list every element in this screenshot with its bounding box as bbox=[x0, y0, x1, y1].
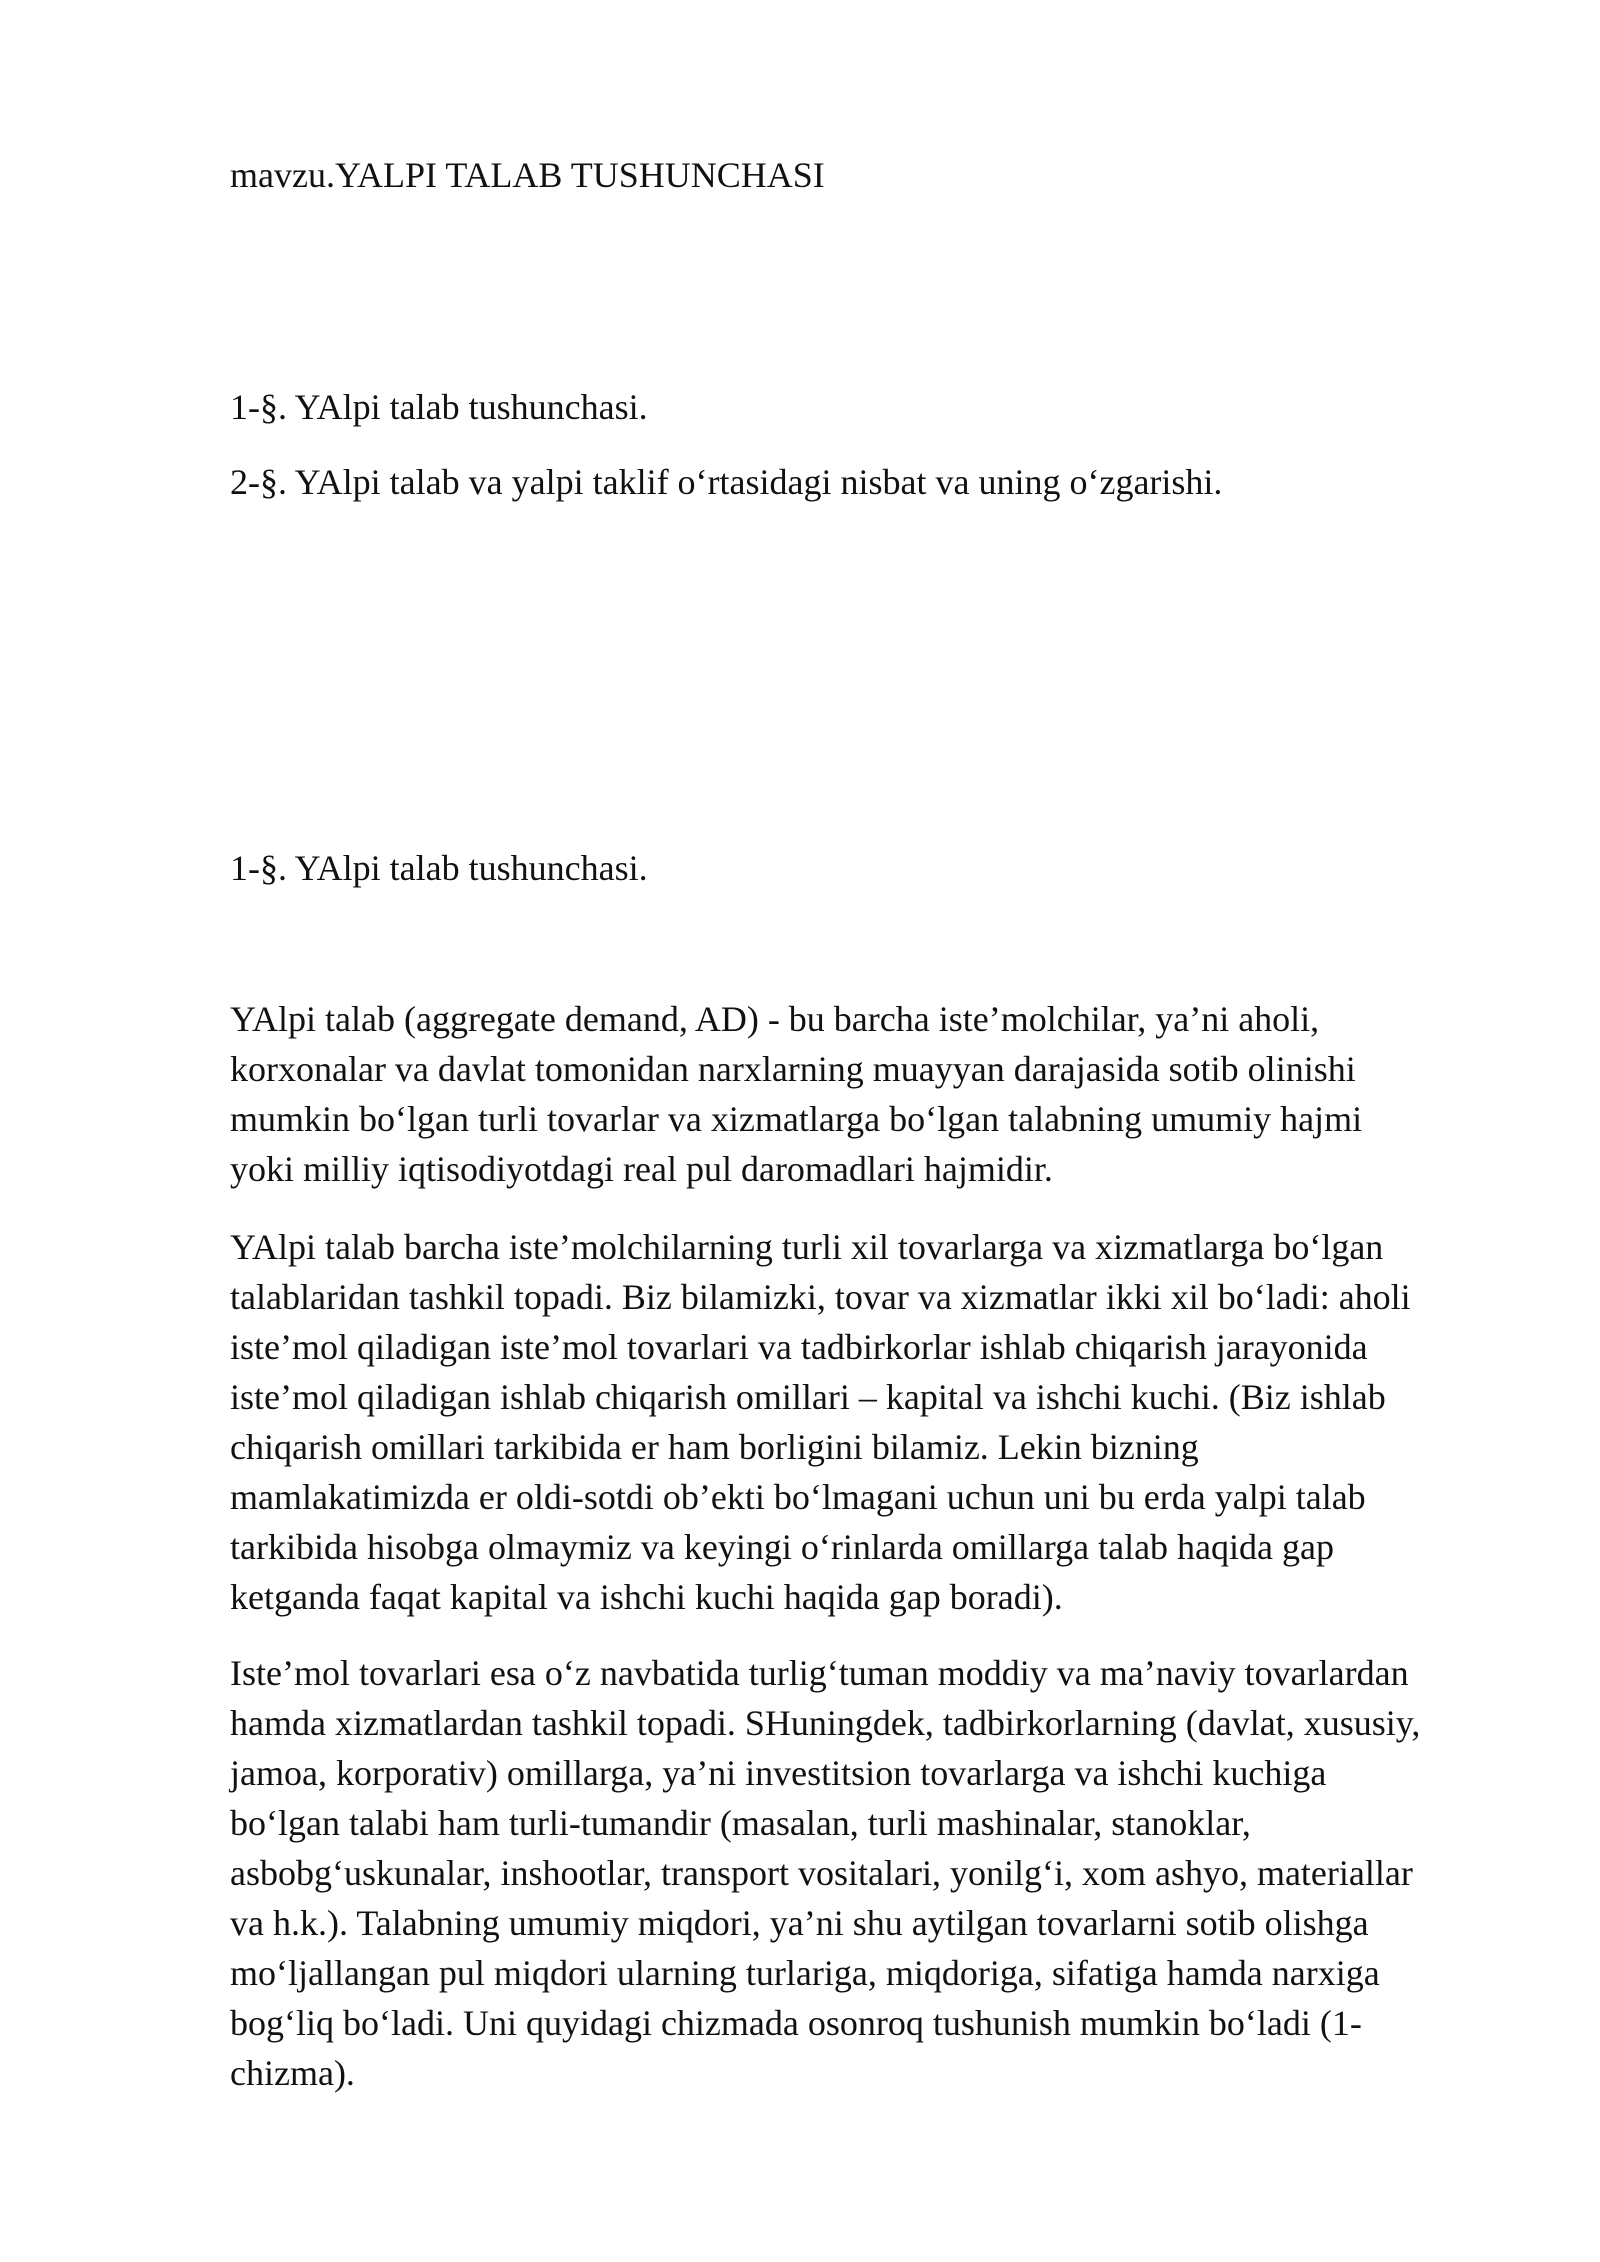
contents-item-2: 2-§. YAlpi talab va yalpi taklif o‘rtasidagi nisbat va uning o‘zgarishi. bbox=[230, 462, 1223, 502]
paragraph-2 bbox=[230, 1222, 1500, 1622]
paragraph-line: mumkin bo‘lgan turli tovarlar va xizmatlarga bo‘lgan talabning umumiy hajmi bbox=[230, 1099, 1363, 1139]
paragraph-line: chizma). bbox=[230, 2053, 355, 2093]
paragraph-line: jamoa, korporativ) omillarga, ya’ni investitsion tovarlarga va ishchi kuchiga bbox=[230, 1753, 1327, 1793]
paragraph-line: tarkibida hisobga olmaymiz va keyingi o‘rinlarda omillarga talab haqida gap bbox=[230, 1527, 1334, 1567]
paragraph-1 bbox=[230, 994, 1500, 1194]
paragraph-line: korxonalar va davlat tomonidan narxlarning muayyan darajasida sotib olinishi bbox=[230, 1049, 1356, 1089]
paragraph-line: ketganda faqat kapital va ishchi kuchi haqida gap boradi). bbox=[230, 1577, 1063, 1617]
paragraph-line: YAlpi talab barcha iste’molchilarning turli xil tovarlarga va xizmatlarga bo‘lgan bbox=[230, 1227, 1384, 1267]
paragraph-line: chiqarish omillari tarkibida er ham borligini bilamiz. Lekin bizning bbox=[230, 1427, 1199, 1467]
section-heading: 1-§. YAlpi talab tushunchasi. bbox=[230, 848, 648, 888]
paragraph-line: Iste’mol tovarlari esa o‘z navbatida turlig‘tuman moddiy va ma’naviy tovarlardan bbox=[230, 1653, 1409, 1693]
contents-item-1: 1-§. YAlpi talab tushunchasi. bbox=[230, 387, 648, 427]
paragraph-line: iste’mol qiladigan iste’mol tovarlari va tadbirkorlar ishlab chiqarish jarayonida bbox=[230, 1327, 1368, 1367]
paragraph-line: yoki milliy iqtisodiyotdagi real pul daromadlari hajmidir. bbox=[230, 1149, 1053, 1189]
paragraph-3 bbox=[230, 1648, 1500, 2098]
paragraph-line: YAlpi talab (aggregate demand, AD) - bu barcha iste’molchilar, ya’ni aholi, bbox=[230, 999, 1320, 1039]
paragraph-line: hamda xizmatlardan tashkil topadi. SHuningdek, tadbirkorlarning (davlat, xususiy, bbox=[230, 1703, 1421, 1743]
paragraph-line: bo‘lgan talabi ham turli-tumandir (masalan, turli mashinalar, stanoklar, bbox=[230, 1803, 1251, 1843]
paragraph-line: va h.k.). Talabning umumiy miqdori, ya’ni shu aytilgan tovarlarni sotib olishga bbox=[230, 1903, 1369, 1943]
paragraph-line: iste’mol qiladigan ishlab chiqarish omillari – kapital va ishchi kuchi. (Biz ishlab bbox=[230, 1377, 1386, 1417]
paragraph-line: bog‘liq bo‘ladi. Uni quyidagi chizmada osonroq tushunish mumkin bo‘ladi (1- bbox=[230, 2003, 1362, 2043]
paragraph-line: talablaridan tashkil topadi. Biz bilamizki, tovar va xizmatlar ikki xil bo‘ladi: aholi bbox=[230, 1277, 1411, 1317]
paragraph-line: mo‘ljallangan pul miqdori ularning turlariga, miqdoriga, sifatiga hamda narxiga bbox=[230, 1953, 1380, 1993]
paragraph-line: mamlakatimizda er oldi-sotdi ob’ekti bo‘lmagani uchun uni bu erda yalpi talab bbox=[230, 1477, 1366, 1517]
paragraph-line: asbobg‘uskunalar, inshootlar, transport vositalari, yonilg‘i, xom ashyo, materiallar bbox=[230, 1853, 1413, 1893]
document-title: mavzu.YALPI TALAB TUSHUNCHASI bbox=[230, 155, 825, 195]
